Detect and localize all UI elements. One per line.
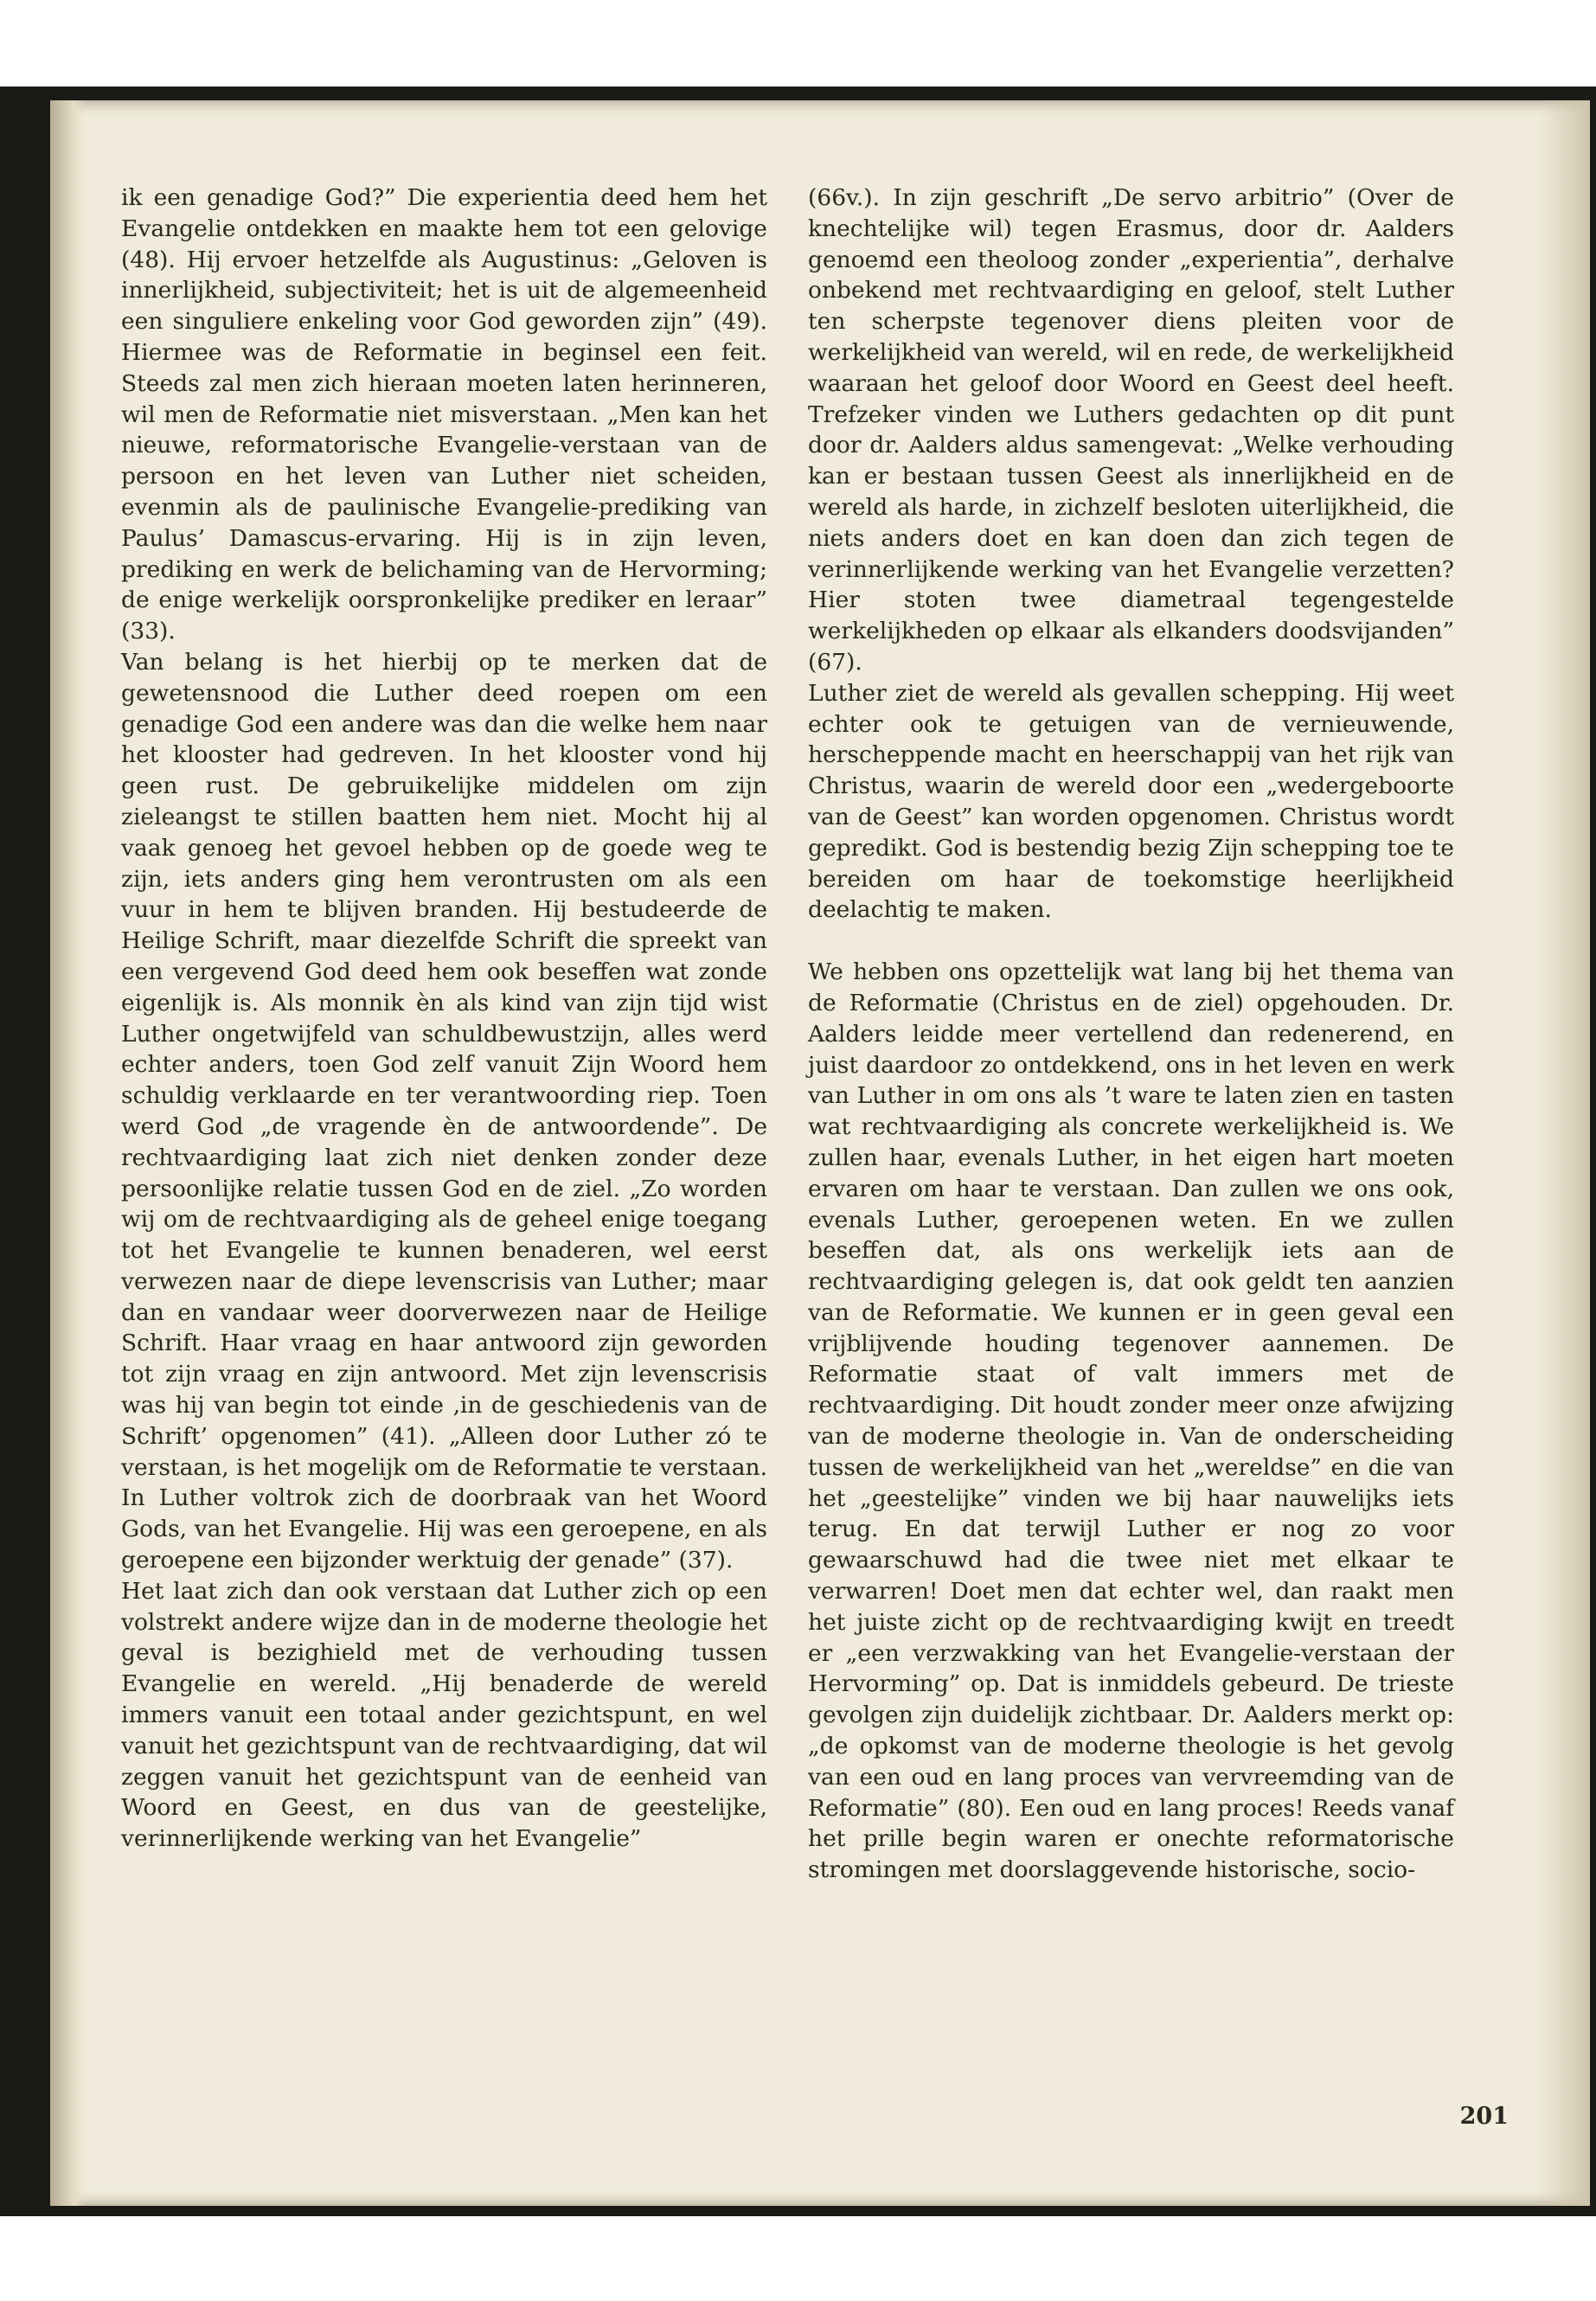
paragraph: ik een genadige God?” Die experientia deed hem het Evangelie ontdekken en maakte hem tot een gelovige (48). Hij ervoer hetzelfde als Augustinus: „Geloven is innerlijkheid, subjectiviteit; het is uit de algemeenheid een singuliere enkeling voor God geworden zijn” (49). Hiermee was de Reformatie in beginsel een feit. Steeds zal men zich hieraan moeten laten herinneren, wil men de Reformatie niet misverstaan. „Men kan het nieuwe, reformatorische Evangelie-verstaan van de persoon en het leven van Luther niet scheiden, evenmin als de paulinische Evangelie-prediking van Paulus’ Damascus-ervaring. Hij is in zijn leven, prediking en werk de belichaming van de Hervorming; de enige werkelijk oorspronkelijke prediker en leraar” (33). [121, 184, 767, 645]
page-binding-shadow [50, 100, 85, 2206]
paragraph: Luther ziet de wereld als gevallen schepping. Hij weet echter ook te getuigen van de vernieuwende, herscheppende macht en heerschappij van het rijk van Christus, waarin de wereld door een „wedergeboorte van de Geest” kan worden opgenomen. Christus wordt gepredikt. God is bestendig bezig Zijn schepping toe te bereiden om haar de toekomstige heerlijkheid deelachtig te maken. [808, 679, 1454, 924]
paragraph: (66v.). In zijn geschrift „De servo arbitrio” (Over de knechtelijke wil) tegen Erasmus, door dr. Aalders genoemd een theoloog zonder „experientia”, derhalve onbekend met rechtvaardiging en geloof, stelt Luther ten scherpste tegenover diens pleiten voor de werkelijkheid van wereld, wil en rede, de werkelijkheid waaraan het geloof door Woord en Geest deel heeft. Trefzeker vinden we Luthers gedachten op dit punt door dr. Aalders aldus samengevat: „Welke verhouding kan er bestaan tussen Geest als innerlijkheid en de wereld als harde, in zichzelf besloten uiterlijkheid, die niets anders doet en kan doen dan zich tegen de verinnerlijkende werking van het Evangelie verzetten? Hier stoten twee diametraal tegengestelde werkelijkheden op elkaar als elkanders doodsvijanden” (67). [808, 184, 1454, 676]
paragraph: Van belang is het hierbij op te merken dat de gewetensnood die Luther deed roepen om een genadige God een andere was dan die welke hem naar het klooster had gedreven. In het klooster vond hij geen rust. De gebruikelijke middelen om zijn zieleangst te stillen baatten hem niet. Mocht hij al vaak genoeg het gevoel hebben op de goede weg te zijn, iets anders ging hem verontrusten om als een vuur in hem te blijven branden. Hij bestudeerde de Heilige Schrift, maar diezelfde Schrift die spreekt van een vergevend God deed hem ook beseffen wat zonde eigenlijk is. Als monnik èn als kind van zijn tijd wist Luther ongetwijfeld van schuldbewustzijn, alles werd echter anders, toen God zelf vanuit Zijn Woord hem schuldig verklaarde en ter verantwoording riep. Toen werd God „de vragende èn de antwoordende”. De rechtvaardiging laat zich niet denken zonder deze persoonlijke relatie tussen God en de ziel. „Zo worden wij om de rechtvaardiging als de geheel enige toegang tot het Evangelie te kunnen benaderen, wel eerst verwezen naar de diepe levenscrisis van Luther; maar dan en vandaar weer doorverwezen naar de Heilige Schrift. Haar vraag en haar antwoord zijn geworden tot zijn vraag en zijn antwoord. Met zijn levenscrisis was hij van begin tot einde ‚in de geschiedenis van de Schrift’ opgenomen” (41). „Alleen door Luther zó te verstaan, is het mogelijk om de Reformatie te verstaan. In Luther voltrok zich de doorbraak van het Woord Gods, van het Evangelie. Hij was een geroepene, en als geroepene een bijzonder werktuig der genade” (37). [121, 648, 767, 1574]
page-number: 201 [1459, 2103, 1509, 2130]
left-text-column [121, 183, 767, 1855]
right-text-column [808, 183, 1454, 1886]
paragraph: We hebben ons opzettelijk wat lang bij het thema van de Reformatie (Christus en de ziel) opgehouden. Dr. Aalders leidde meer vertellend dan redenerend, en juist daardoor zo ontdekkend, ons in het leven en werk van Luther in om ons als ’t ware te laten zien en tasten wat rechtvaardiging als concrete werkelijkheid is. We zullen haar, evenals Luther, in het eigen hart moeten ervaren om haar te verstaan. Dan zullen we ons ook, evenals Luther, geroepenen weten. En we zullen beseffen dat, als ons werkelijk iets aan de rechtvaardiging gelegen is, dat ook geldt ten aanzien van de Reformatie. We kunnen er in geen geval een vrijblijvende houding tegenover aannemen. De Reformatie staat of valt immers met de rechtvaardiging. Dit houdt zonder meer onze afwijzing van de moderne theologie in. Van de onderscheiding tussen de werkelijkheid van het „wereldse” en die van het „geestelijke” vinden we bij haar nauwelijks iets terug. En dat terwijl Luther er nog zo voor gewaarschuwd had die twee niet met elkaar te verwarren! Doet men dat echter wel, dan raakt men het juiste zicht op de rechtvaardiging kwijt en treedt er „een verzwakking van het Evangelie-verstaan der Hervorming” op. Dat is inmiddels gebeurd. De trieste gevolgen zijn duidelijk zichtbaar. Dr. Aalders merkt op: „de opkomst van de moderne theologie is het gevolg van een oud en lang proces van vervreemding van de Reformatie” (80). Een oud en lang proces! Reeds vanaf het prille begin waren er onechte reformatorische stromingen met doorslaggevende historische, socio- [808, 958, 1454, 1884]
book-page [50, 100, 1590, 2206]
page-edge-shadow [1538, 100, 1590, 2206]
paragraph: Het laat zich dan ook verstaan dat Luther zich op een volstrekt andere wijze dan in de moderne theologie het geval is bezighield met de verhouding tussen Evangelie en wereld. „Hij benaderde de wereld immers vanuit een totaal ander gezichtspunt, en wel vanuit het gezichtspunt van de rechtvaardiging, dat wil zeggen vanuit het gezichtspunt van de eenheid van Woord en Geest, en dus van de geestelijke, verinnerlijkende werking van het Evangelie” [121, 1577, 767, 1853]
